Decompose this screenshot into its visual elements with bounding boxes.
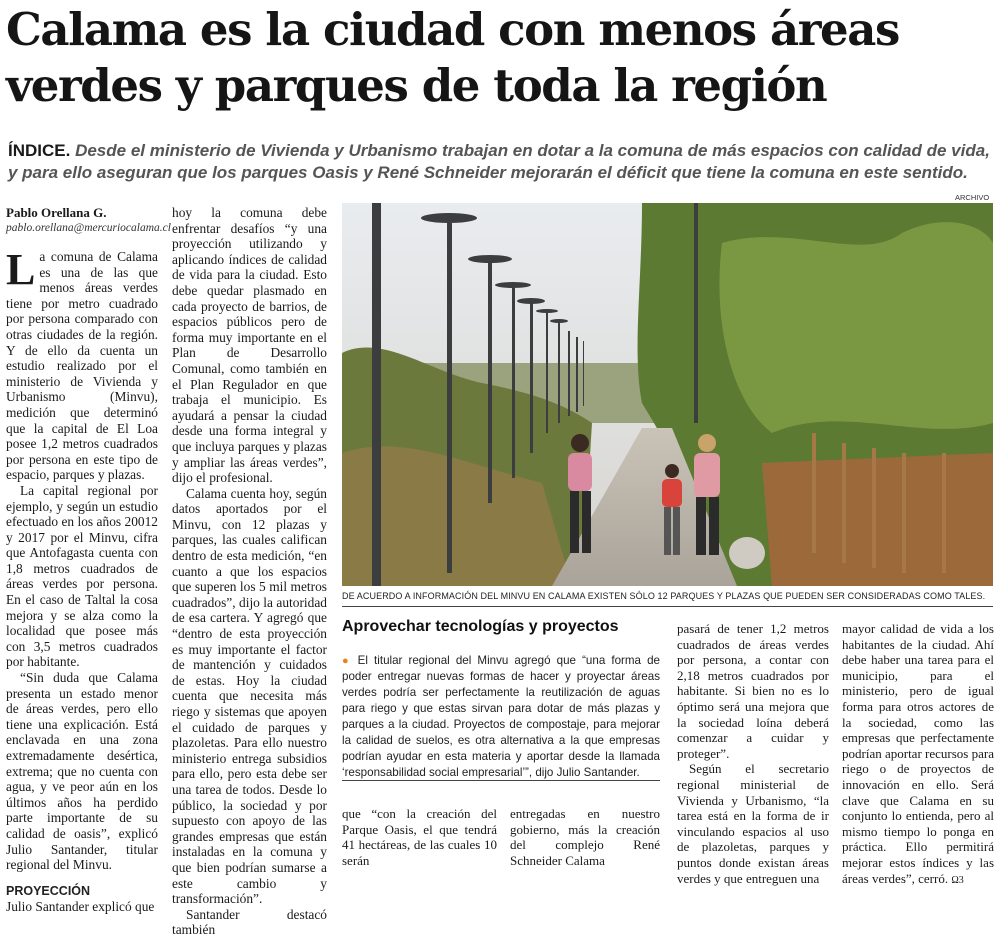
- paragraph: “Sin duda que Calama presenta un estado menor de áreas verdes, pero ello tiene una explicación. Está enclavada en una zona extremadamente desértica, extrema; que no cuenta con agua, y ve peor aún en los últimos años ha perdido parte importante de su calidad de oasis”, explicó Julio Santander, titular regional del Minvu.: [6, 670, 158, 873]
- column-5: [677, 621, 829, 886]
- sidebar-divider: [342, 780, 660, 781]
- paragraph: hoy la comuna debe enfrentar desafíos “y una proyección utilizando y aplicando índices de calidad de vida para la ciudad. Esto debe quedar plasmado en cada proyecto de barrios, de espacios públicos pero de forma muy importante en el Plan de Desarrollo Comunal, como también en el Plan Regulador en que trabaja el municipio. Es ayudará a pensar la ciudad desde una forma integral y que incluya parques y plazas y ampliar las áreas verdes”, dijo el profesional.: [172, 205, 327, 486]
- paragraph-text: mayor calidad de vida a los habitantes de la ciudad. Ahí debe haber una tarea para el municipio, para el ministerio, pero de igual forma para otros actores de la sociedad, como las empresas que perfectamente podrían aportar recursos para riego o de proyectos de innovación en ello. Será clave que Calama en su conjunto lo entienda, pero al mismo tiempo lo ponga en práctica. Ello permitirá mejorar estos índices y las áreas verdes”, cerró.: [842, 621, 994, 886]
- paragraph-text: a comuna de Calama es una de las que menos áreas verdes tiene por metro cuadrado por persona comparado con otras ciudades de la región. Y de ello da cuenta un estudio realizado por el ministerio de Vivienda y Urbanismo (Minvu), medición que determinó que la capital de El Loa posee 1,2 metros cuadrados por persona en este tipo de espacio, parques y plazas.: [6, 249, 158, 483]
- column-4-bottom: [510, 806, 660, 868]
- paragraph: Santander destacó también: [172, 906, 327, 938]
- lede-text: Desde el ministerio de Vivienda y Urbanismo trabajan en dotar a la comuna de más espacios con calidad de vida, y para ello aseguran que los parques Oasis y René Schneider mejorarán el déficit que tiene la comuna en este sentido.: [8, 141, 990, 182]
- byline-author: Pablo Orellana G.: [6, 205, 107, 220]
- lede-kicker: ÍNDICE.: [8, 141, 71, 160]
- paragraph: que “con la creación del Parque Oasis, el que tendrá 41 hectáreas, de las cuales 10 serán: [342, 806, 497, 868]
- paragraph: Según el secretario regional ministerial de Vivienda y Urbanismo, “la tarea está en la forma de ir vinculando espacios al uso de plazoletas, parques y puntos donde existan áreas verdes y que entreguen una: [677, 761, 829, 886]
- bullet-icon: ●: [342, 655, 352, 667]
- column-6: [842, 621, 994, 888]
- photo-credit: ARCHIVO: [955, 193, 990, 202]
- paragraph: entregadas en nuestro gobierno, más la creación del complejo René Schneider Calama: [510, 806, 660, 868]
- lede: [8, 140, 998, 184]
- paragraph: Julio Santander explicó que: [6, 898, 155, 914]
- drop-cap: L: [6, 245, 36, 294]
- column-1: [6, 205, 171, 914]
- paragraph: pasará de tener 1,2 metros cuadrados de áreas verdes por persona, a contar con 2,18 metros cuadrados por habitante. Si bien no es lo óptimo será una mejora que la sociedad loína deberá comenzar a cuidar y proteger”.: [677, 621, 829, 761]
- sidebar-text-block: [342, 653, 660, 781]
- headline: Calama es la ciudad con menos áreas verdes y parques de toda la región: [6, 3, 899, 112]
- caption-divider: [342, 606, 993, 607]
- paragraph: Calama cuenta hoy, según datos aportados por el Minvu, con 12 plazas y parques, las cuales califican dentro de esta medición, “en cuanto a que los espacios que superen los 5 mil metros cuadrados”, dijo la autoridad de esa cartera. Y agregó que “dentro de esta proyección es muy importante el factor de mantención y cuidados de estas. Hoy la ciudad cuenta que necesita más riego y sistemas que apoyen el cuidado de parques y plazoletas. Para ello nuestro ministerio entrega subsidios para ello, pero esta debe ser una tarea de todos. Desde lo público, la sociedad y por supuesto con apoyo de las grandes empresas que están instaladas en la comuna y que bien podrían sumarse a este cambio y transformación”.: [172, 485, 327, 907]
- column-3-bottom: [342, 806, 497, 868]
- column-2: [172, 205, 327, 938]
- park-photo: [342, 203, 993, 586]
- paragraph: [6, 245, 158, 483]
- photo-caption: DE ACUERDO A INFORMACIÓN DEL MINVU EN CALAMA EXISTEN SÓLO 12 PARQUES Y PLAZAS QUE PUEDEN SER CONSIDERADAS COMO TALES.: [342, 591, 986, 601]
- section-subhead: PROYECCIÓN: [6, 883, 91, 898]
- end-mark-icon: Ω3: [951, 874, 964, 886]
- byline-email[interactable]: pablo.orellana@mercuriocalama.cl: [6, 222, 171, 234]
- sidebar-text: El titular regional del Minvu agregó que “una forma de poder entregar nuevas formas de hacer y proyectar áreas verdes podría ser perfectamente la reutilización de aguas para riego y que estas sirvan para dotar de más plazas y parques a la ciudad. Proyectos de compostaje, para mejorar la calidad de suelos, es otra alternativa a la que empresas podrían ayudar en esta materia y aportar desde la llamada ‘responsabilidad social empresarial’”, dijo Julio Santander.: [342, 654, 660, 779]
- paragraph: La capital regional por ejemplo, y según un estudio efectuado en los años 20012 y 2017 por el Minvu, cifra que Antofagasta cuenta con 1,8 metros cuadrados de áreas verdes por persona. En el caso de Taltal la cosa mejora y se alza como la localidad que posee más con 3,5 metros cuadrados por habitante.: [6, 482, 158, 670]
- paragraph: [842, 621, 994, 888]
- sidebar-title: Aprovechar tecnologías y proyectos: [342, 618, 619, 635]
